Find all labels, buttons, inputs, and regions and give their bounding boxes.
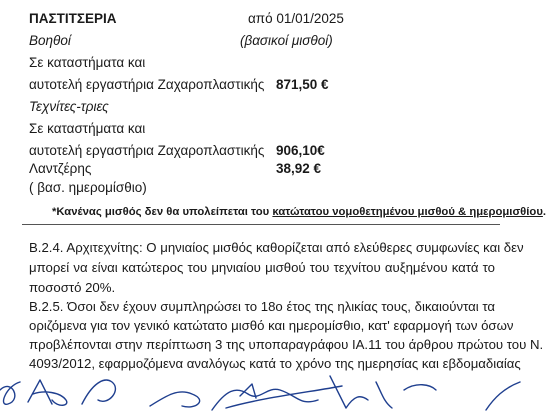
handwritten-signatures bbox=[0, 360, 520, 412]
assistants-line-1: Σε καταστήματα και bbox=[29, 55, 146, 70]
b24-line-3: ποσοστό 20%. bbox=[29, 280, 116, 295]
effective-date: από 01/01/2025 bbox=[248, 11, 344, 26]
b24-line-2: μπορεί να είναι κατώτερος του μηνιαίου μισθού του τεχνίτου αυξημένου κατά το bbox=[29, 260, 495, 275]
signature-stroke bbox=[226, 386, 342, 408]
lantzeris-label: Λαντζέρης bbox=[29, 161, 92, 176]
separator-line bbox=[22, 224, 500, 225]
signature-stroke bbox=[150, 392, 200, 407]
notice-underlined: κατώτατου νομοθετημένου μισθού & ημερομισθίου bbox=[272, 206, 543, 218]
technicians-line-2: αυτοτελή εργαστήρια Ζαχαροπλαστικής bbox=[29, 143, 265, 158]
signature-stroke bbox=[0, 382, 20, 404]
b25-line-2: οριζόμενα για τον γενικό κατώτατο μισθό και ημερομίσθιο, κατ' εφαρμογή των όσων bbox=[29, 318, 514, 333]
technicians-heading: Τεχνίτες-τριες bbox=[29, 99, 109, 114]
lantzeris-subnote: ( βασ. ημερομίσθιο) bbox=[29, 180, 147, 195]
signature-stroke bbox=[82, 380, 115, 404]
signature-stroke bbox=[28, 380, 67, 405]
b25-line-3: προβλέπονται στην περίπτωση 3 της υποπαραγράφου ΙΑ.11 του άρθρου πρώτου του Ν. bbox=[29, 337, 544, 352]
technicians-line-1: Σε καταστήματα και bbox=[29, 121, 146, 136]
notice-prefix: *Κανένας μισθός δεν θα υπολείπεται του bbox=[52, 206, 273, 218]
signature-stroke bbox=[404, 385, 436, 390]
b25-line-1: Β.2.5. Όσοι δεν έχουν συμπληρώσει το 18ο έτος της ηλικίας τους, δικαιούνται τα bbox=[29, 299, 495, 314]
section-title: ΠΑΣΤΙΤΣΕΡΙΑ bbox=[29, 11, 117, 26]
b24-line-1: Β.2.4. Αρχιτεχνίτης: Ο μηνιαίος μισθός καθορίζεται από ελεύθερες συμφωνίες και δεν bbox=[29, 240, 524, 255]
notice-suffix: . bbox=[542, 206, 546, 218]
b25-line-4: 4093/2012, εφαρμοζόμενα αναλόγως κατά το χρόνο της ημερησίας και εβδομαδιαίας bbox=[29, 356, 521, 371]
lantzeris-amount: 38,92 € bbox=[276, 161, 322, 176]
signature-stroke bbox=[330, 376, 368, 408]
signature-stroke bbox=[486, 382, 520, 410]
assistants-line-2: αυτοτελή εργαστήρια Ζαχαροπλαστικής bbox=[29, 77, 265, 92]
basic-salaries-note: (βασικοί μισθοί) bbox=[240, 33, 333, 48]
minimum-wage-notice bbox=[52, 206, 546, 218]
assistants-amount: 871,50 € bbox=[276, 77, 329, 92]
assistants-heading: Βοηθοί bbox=[29, 33, 71, 48]
signature-stroke bbox=[376, 382, 392, 408]
technicians-amount: 906,10€ bbox=[276, 143, 325, 158]
